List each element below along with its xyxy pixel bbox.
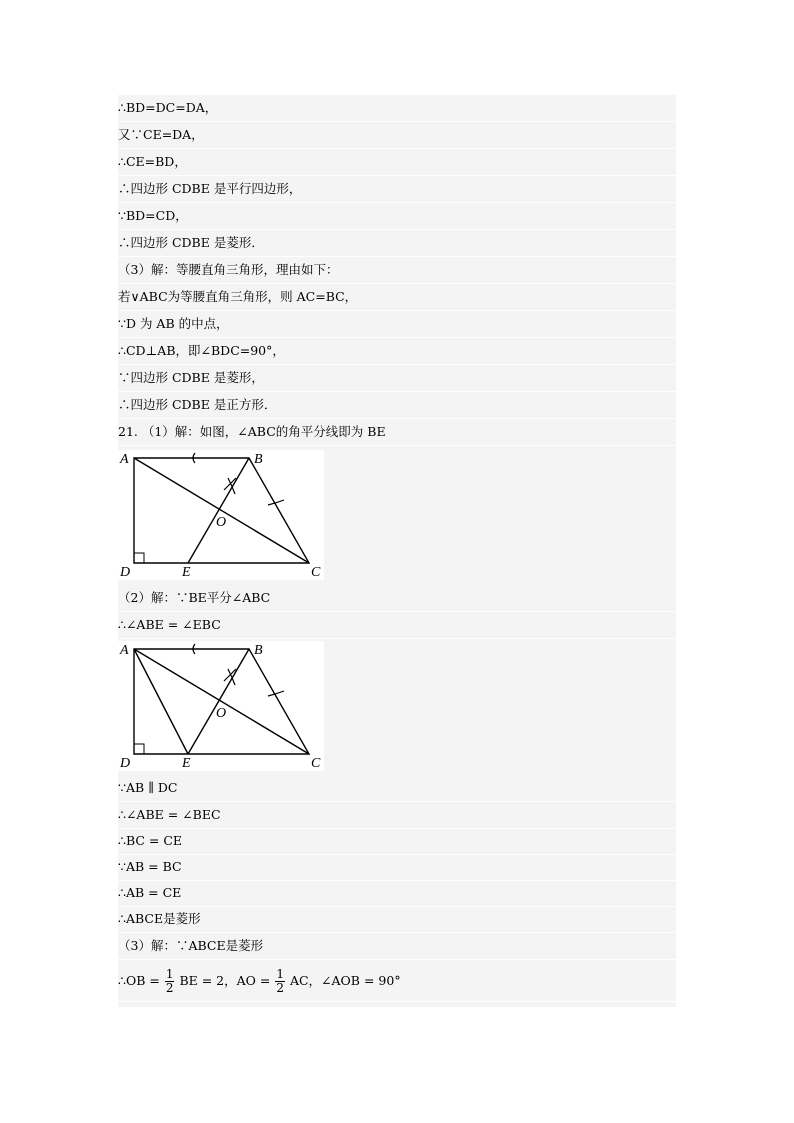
text-line: ∵AB = BC xyxy=(118,854,676,881)
text-line: 21. （1）解：如图，∠ABC的角平分线即为 BE xyxy=(118,419,676,446)
text-line: ∴四边形 CDBE 是平行四边形， xyxy=(118,176,676,203)
label-a: A xyxy=(120,643,129,658)
label-b: B xyxy=(254,643,263,658)
formula-middle: BE = 2，AO = xyxy=(179,973,271,988)
text-line: ∴四边形 CDBE 是菱形． xyxy=(118,230,676,257)
label-a: A xyxy=(120,452,129,467)
label-e: E xyxy=(182,756,191,771)
figure-2-svg xyxy=(118,641,324,771)
text-line: ∴∠ABE = ∠BEC xyxy=(118,802,676,829)
segment-be xyxy=(188,458,249,563)
text-line: 又∵CE=DA， xyxy=(118,122,676,149)
fraction-numerator: 1 xyxy=(276,967,284,981)
geometry-figure-1 xyxy=(118,450,324,580)
formula-line xyxy=(118,961,676,1002)
text-line: ∴AB = CE xyxy=(118,880,676,907)
text-line: ∴CE=BD， xyxy=(118,149,676,176)
text-line: ∵四边形 CDBE 是菱形， xyxy=(118,365,676,392)
label-b: B xyxy=(254,452,263,467)
formula-prefix: ∴OB = xyxy=(118,973,160,988)
fraction-one-half xyxy=(275,968,285,995)
document-body xyxy=(118,95,676,1007)
text-line: （3）解：等腰直角三角形，理由如下： xyxy=(118,257,676,284)
right-angle-mark xyxy=(134,553,144,563)
label-e: E xyxy=(182,565,191,580)
geometry-figure-2 xyxy=(118,641,324,771)
text-line: ∴ABCE是菱形 xyxy=(118,906,676,933)
label-o: O xyxy=(216,706,227,721)
text-line: ∵BD=CD， xyxy=(118,203,676,230)
label-d: D xyxy=(120,565,131,580)
fraction-denominator: 2 xyxy=(276,981,284,995)
text-line: ∴四边形 CDBE 是正方形． xyxy=(118,392,676,419)
fraction-one-half xyxy=(165,968,175,995)
label-o: O xyxy=(216,515,227,530)
label-d: D xyxy=(120,756,131,771)
text-line: ∴BC = CE xyxy=(118,828,676,855)
text-line: ∵AB ∥ DC xyxy=(118,775,676,802)
text-line: ∵D 为 AB 的中点， xyxy=(118,311,676,338)
diagonal-ac xyxy=(134,458,309,563)
text-line: 若∨ABC为等腰直角三角形，则 AC=BC， xyxy=(118,284,676,311)
text-line: ∴CD⊥AB，即∠BDC=90°， xyxy=(118,338,676,365)
segment-be xyxy=(188,649,249,754)
label-c: C xyxy=(311,565,321,580)
text-line: ∴BD=DC=DA， xyxy=(118,95,676,122)
fraction-numerator: 1 xyxy=(165,967,174,981)
text-line: （3）解：∵ABCE是菱形 xyxy=(118,933,676,960)
text-line: ∴∠ABE = ∠EBC xyxy=(118,612,676,639)
text-line: （2）解：∵BE平分∠ABC xyxy=(118,585,676,612)
right-angle-mark xyxy=(134,744,144,754)
formula-suffix: AC，∠AOB = 90° xyxy=(289,973,401,988)
figure-1-svg xyxy=(118,450,324,580)
label-c: C xyxy=(311,756,321,771)
fraction-denominator: 2 xyxy=(165,981,174,995)
